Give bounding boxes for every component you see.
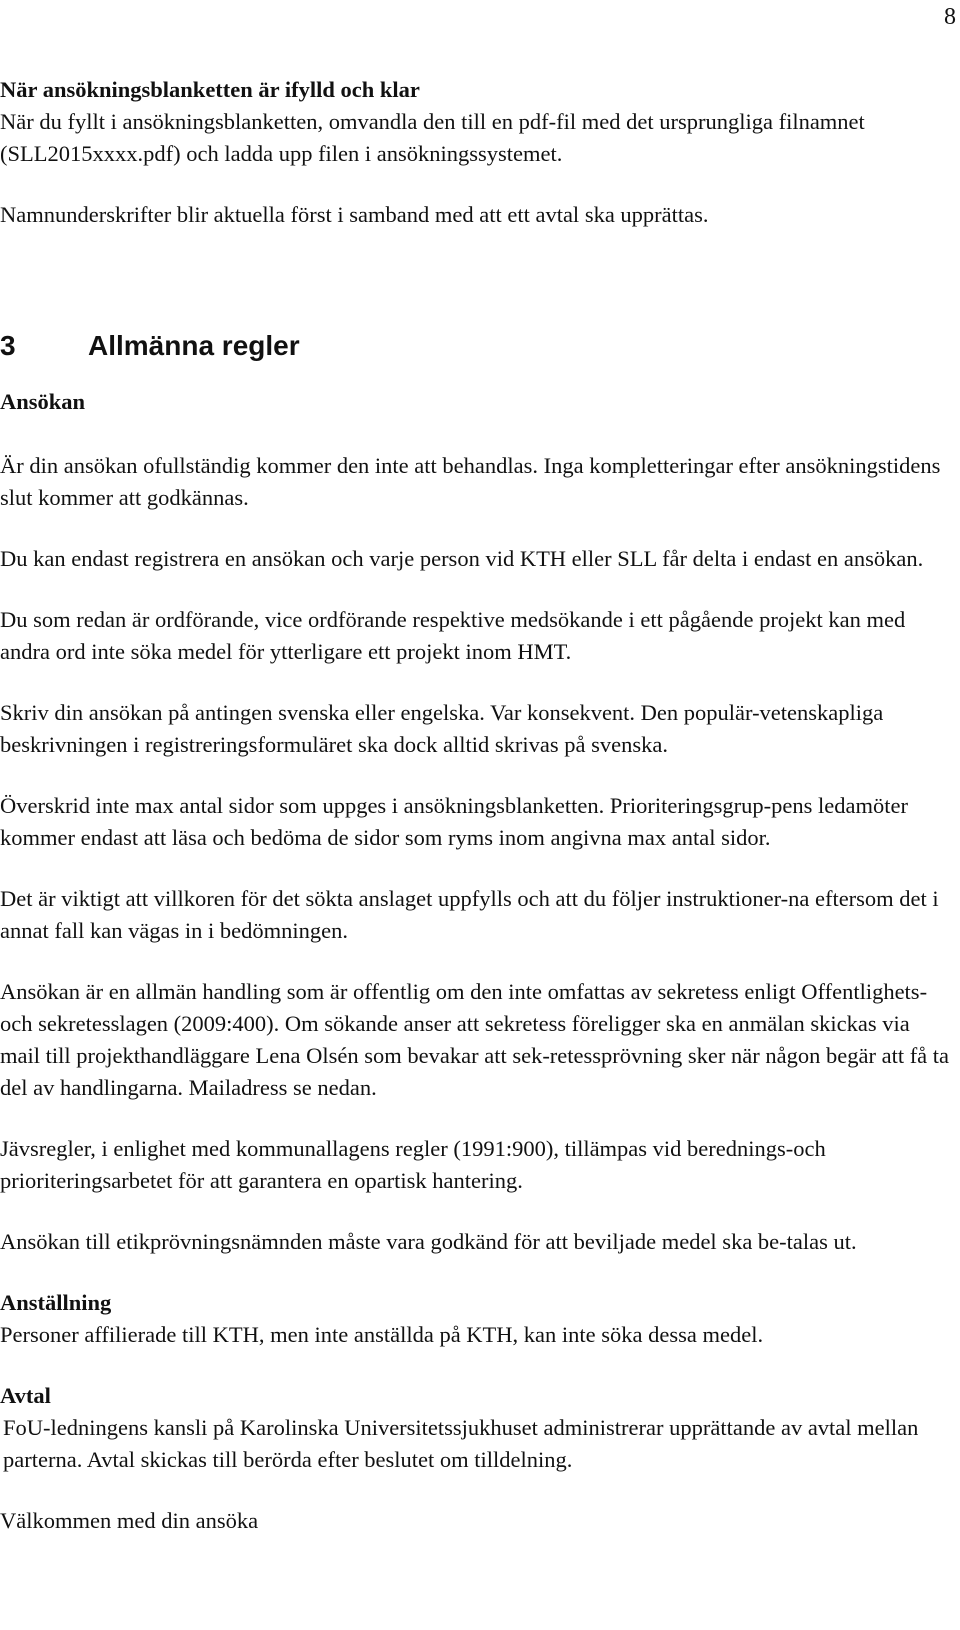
page-number: 8 [944, 4, 956, 30]
section-title: Allmänna regler [88, 330, 300, 361]
paragraph: Överskrid inte max antal sidor som uppges i ansökningsblanketten. Prioriteringsgrup-pens ledamöter kommer endast att läsa och bedöma de sidor som ryms inom angivna max antal sidor. [0, 793, 908, 850]
section-number: 3 [0, 330, 16, 361]
section-heading [0, 328, 950, 364]
paragraph: När du fyllt i ansökningsblanketten, omvandla den till en pdf-fil med det ursprungliga filnamnet (SLL2015xxxx.pdf) och ladda upp filen i ansökningssystemet. [0, 109, 865, 166]
paragraph: Det är viktigt att villkoren för det sökta anslaget uppfylls och att du följer instruktioner-na eftersom det i annat fall kan vägas in i bedömningen. [0, 886, 939, 943]
paragraph-heading: När ansökningsblanketten är ifylld och klar [0, 77, 420, 102]
document-body [0, 74, 950, 1537]
subheading: Ansökan [0, 389, 86, 414]
paragraph: Ansökan till etikprövningsnämnden måste vara godkänd för att beviljade medel ska be-talas ut. [0, 1229, 857, 1254]
paragraph: Personer affilierade till KTH, men inte anställda på KTH, kan inte söka dessa medel. [0, 1322, 764, 1347]
subheading: Anställning [0, 1290, 112, 1315]
paragraph: Du kan endast registrera en ansökan och varje person vid KTH eller SLL får delta i endast en ansökan. [0, 546, 924, 571]
paragraph: Skriv din ansökan på antingen svenska eller engelska. Var konsekvent. Den populär-vetenskapliga beskrivningen i registreringsformuläret ska dock alltid skrivas på svenska. [0, 700, 884, 757]
paragraph: Välkommen med din ansöka [0, 1508, 259, 1533]
subheading: Avtal [0, 1383, 51, 1408]
paragraph: Jävsregler, i enlighet med kommunallagens regler (1991:900), tillämpas vid berednings-och prioriteringsarbetet för att garantera en opartisk hantering. [0, 1136, 826, 1193]
paragraph: FoU-ledningens kansli på Karolinska Universitetssjukhuset administrerar upprättande av avtal mellan parterna. Avtal skickas till berörda efter beslutet om tilldelning. [3, 1415, 919, 1472]
paragraph: Ansökan är en allmän handling som är offentlig om den inte omfattas av sekretess enligt Offentlighets- och sekretesslagen (2009:400). Om sökande anser att sekretess föreligger ska en anmälan skickas via mail till projekthandläggare Lena Olsén som bevakar att sek-retessprövning sker när någon begär att få ta del av handlingarna. Mailadress se nedan. [0, 979, 950, 1100]
paragraph: Du som redan är ordförande, vice ordförande respektive medsökande i ett pågående projekt kan med andra ord inte söka medel för ytterligare ett projekt inom HMT. [0, 607, 906, 664]
paragraph: Namnunderskrifter blir aktuella först i samband med att ett avtal ska upprättas. [0, 202, 709, 227]
paragraph: Är din ansökan ofullständig kommer den inte att behandlas. Inga kompletteringar efter ansökningstidens slut kommer att godkännas. [0, 453, 941, 510]
